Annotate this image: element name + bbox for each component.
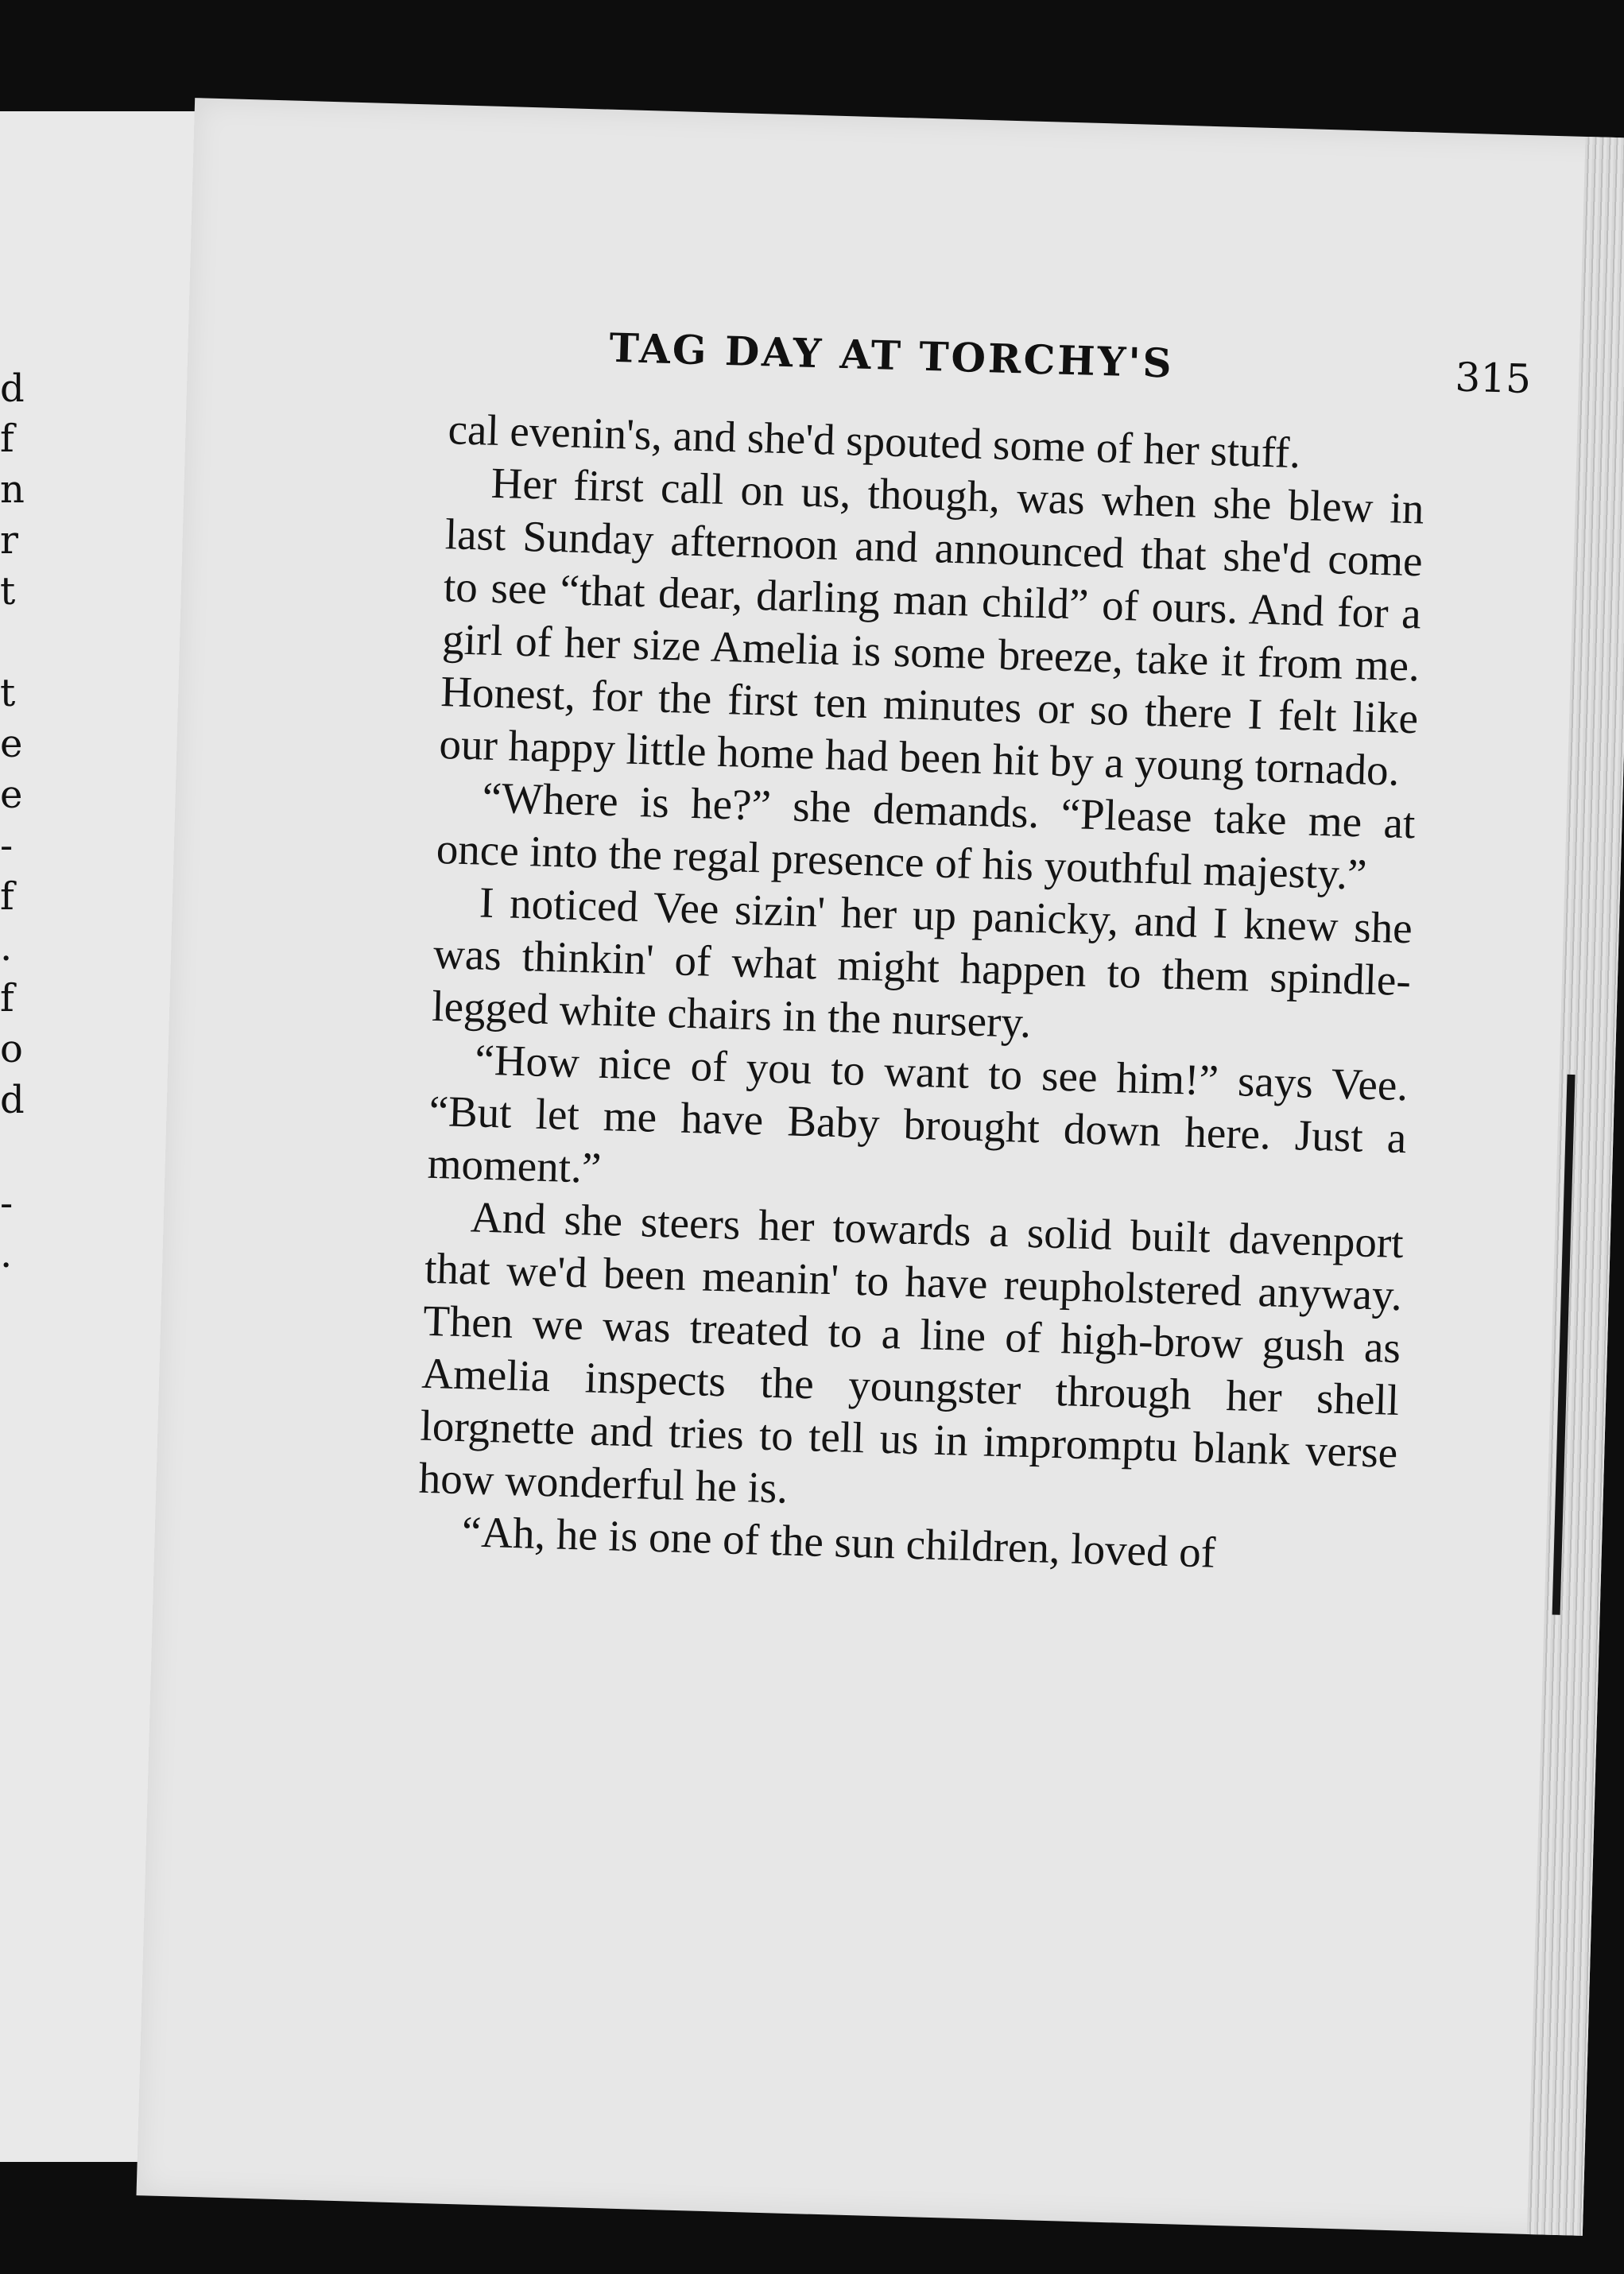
running-title: TAG DAY AT TORCHY'S [608,323,1175,387]
facing-page-fragment: n [0,467,25,512]
page-body [417,403,1426,1584]
facing-page-fragment: e [0,722,23,766]
facing-page-fragment: t [0,671,16,715]
facing-page-fragment: - [0,823,14,868]
facing-page-fragment: - [0,1181,14,1226]
facing-page-fragment: . [0,1232,13,1276]
page-number: 315 [1454,354,1532,403]
facing-page-fragment: d [0,366,25,411]
facing-page-fragment: t [0,569,16,614]
paragraph: “How nice of you to want to see him!” says Vee. “But let me have Baby brought down here. Just a moment.” [427,1035,1409,1192]
facing-page-fragment: . [0,925,13,970]
paragraph: Her first call on us, though, was when she blew in last Sunday afternoon and announced that she'd come to see “that dear, darling man child” of ours. And for a girl of her size Amelia is some breeze, take it from me. Honest, for the first ten minutes or so there I felt like our happy little home had been hit by a young tornado. [438,458,1425,795]
facing-page-fragment: o [0,1027,23,1071]
paragraph: “Where is he?” she demands. “Please take me at once into the regal presence of his youthful majesty.” [436,773,1417,899]
paragraph: cal evenin's, and she'd spouted some of her stuff. [447,405,1301,478]
facing-page-fragment: f [0,416,14,461]
facing-page-fragment: e [0,773,23,817]
paragraph: And she steers her towards a solid built davenport that we'd been meanin' to have reupholstered anyway. Then we was treated to a line of high-brow gush as Amelia inspects the youngster through her shell lorgnette and tries to tell us in impromptu blank verse how wonderful he is. [417,1192,1405,1513]
facing-page-fragment: f [0,874,14,919]
book-page [136,98,1624,2236]
facing-page-fragment: d [0,1078,25,1122]
facing-page-fragment: r [0,518,18,563]
facing-page-fragment: f [0,976,14,1021]
page-header [449,320,1532,413]
page-edge [1527,137,1624,2236]
paragraph: “Ah, he is one of the sun children, loved of [461,1507,1216,1577]
paragraph: I noticed Vee sizin' her up panicky, and I knew she was thinkin' of what might happen to them spindle-legged white chairs in the nursery. [431,877,1413,1047]
